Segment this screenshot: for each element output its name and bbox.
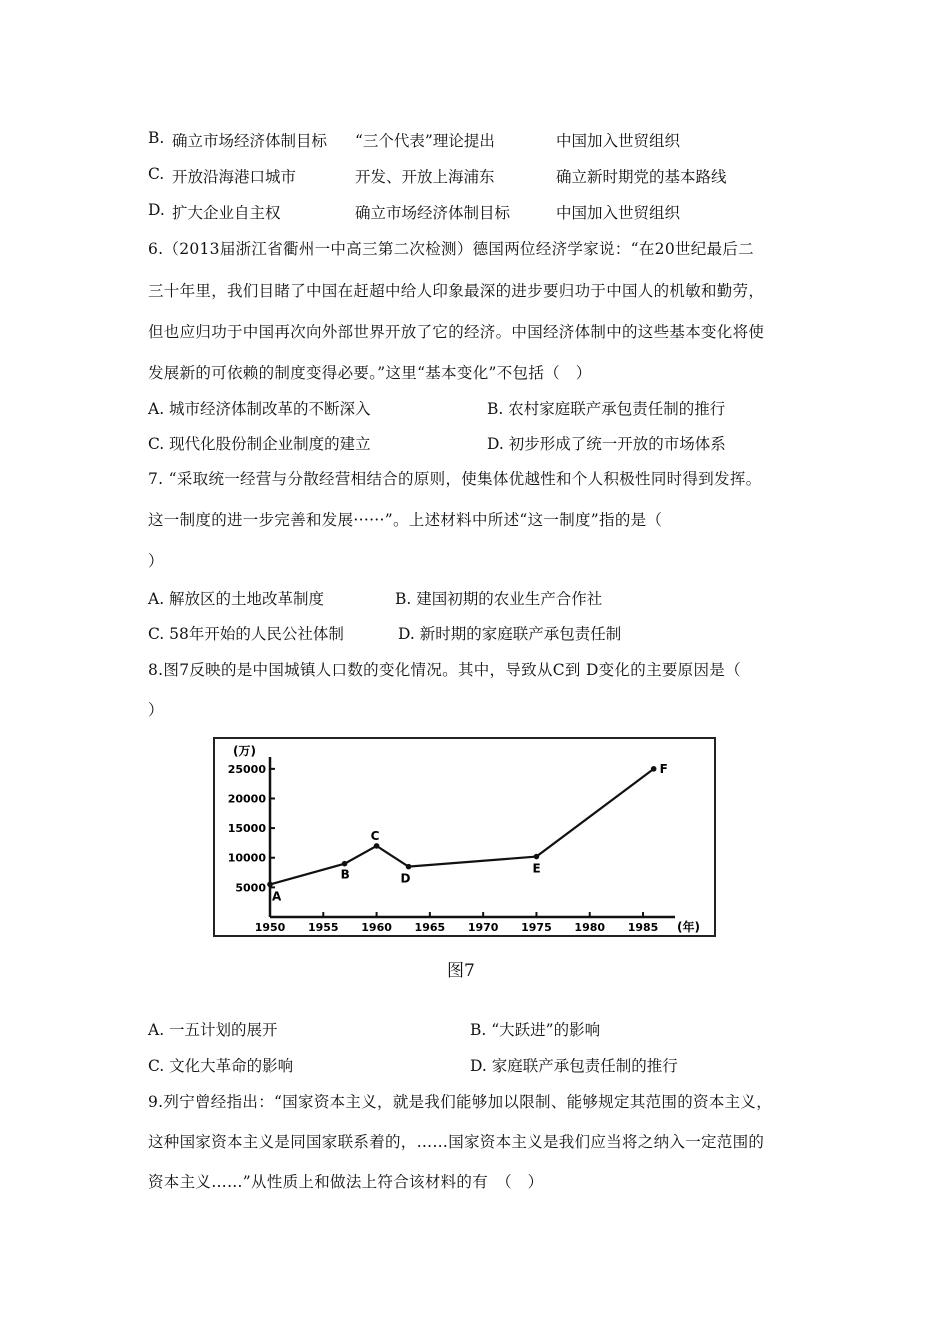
x-tick-label: 1960 — [361, 921, 392, 934]
x-tick-label: 1970 — [467, 921, 499, 934]
point-label-a: A — [272, 889, 282, 904]
point-label-e: E — [532, 861, 541, 876]
y-axis-label: (万) — [233, 744, 256, 758]
point-label-c: C — [370, 828, 380, 843]
q8-option-c: C. 文化大革命的影响 — [148, 1057, 294, 1075]
x-tick-label: 1975 — [521, 921, 552, 934]
x-tick-label: 1980 — [574, 921, 606, 934]
y-tick-label: 25000 — [227, 762, 266, 776]
data-point-a — [267, 882, 273, 888]
y-tick-label: 15000 — [227, 822, 266, 836]
x-axis-label: (年) — [677, 920, 700, 934]
q5-option-b-letter: B. — [148, 129, 165, 147]
point-label-f: F — [659, 761, 668, 776]
x-tick-label: 1985 — [627, 921, 659, 934]
data-point-c — [374, 843, 380, 849]
q5-option-b-col1: 确立市场经济体制目标 — [172, 132, 328, 150]
data-point-f — [651, 766, 657, 772]
y-tick-label: 10000 — [227, 851, 266, 865]
q6-stem-line-3: 但也应归功于中国再次向外部世界开放了它的经济。中国经济体制中的这些基本变化将使 — [148, 323, 765, 341]
q5-option-c-col3: 确立新时期党的基本路线 — [556, 168, 727, 186]
point-label-b: B — [340, 867, 350, 882]
q5-option-c-col1: 开放沿海港口城市 — [172, 168, 297, 186]
q8-stem-line-1: 8.图7反映的是中国城镇人口数的变化情况。其中，导致从C到 D变化的主要原因是（ — [148, 661, 741, 679]
q5-option-d-col1: 扩大企业自主权 — [172, 204, 281, 222]
q9-stem-line-3: 资本主义……”从性质上和做法上符合该材料的有 （ ） — [148, 1173, 544, 1191]
q5-option-b-col2: “三个代表”理论提出 — [355, 132, 495, 150]
x-tick-label: 1950 — [254, 921, 286, 934]
point-label-d: D — [400, 871, 411, 886]
q7-option-a: A. 解放区的土地改革制度 — [148, 590, 325, 608]
q6-stem-line-1: 6.（2013届浙江省衢州一中高三第二次检测）德国两位经济学家说：“在20世纪最后二 — [148, 240, 754, 258]
q7-stem-line-2: 这一制度的进一步完善和发展······”。上述材料中所述“这一制度”指的是（ — [148, 511, 663, 529]
q5-option-c-letter: C. — [148, 165, 165, 183]
q6-option-d: D. 初步形成了统一开放的市场体系 — [487, 435, 726, 453]
q7-option-b: B. 建国初期的农业生产合作社 — [395, 590, 603, 608]
q9-stem-line-2: 这种国家资本主义是同国家联系着的，……国家资本主义是我们应当将之纳入一定范围的 — [148, 1133, 765, 1151]
q5-option-c-col2: 开发、开放上海浦东 — [355, 168, 495, 186]
q8-option-d: D. 家庭联产承包责任制的推行 — [470, 1057, 678, 1075]
series-line — [270, 769, 654, 885]
q8-stem-line-2: ） — [148, 701, 164, 719]
q7-stem-line-1: 7. “采取统一经营与分散经营相结合的原则，使集体优越性和个人积极性同时得到发挥。 — [148, 470, 762, 488]
q6-option-b: B. 农村家庭联产承包责任制的推行 — [487, 400, 726, 418]
q5-option-d-col3: 中国加入世贸组织 — [556, 204, 681, 222]
y-tick-label: 5000 — [235, 881, 266, 895]
q6-stem-line-4: 发展新的可依赖的制度变得必要。”这里“基本变化”不包括（ ） — [148, 364, 592, 382]
figure-7-chart — [213, 737, 716, 937]
x-tick-label: 1965 — [414, 921, 446, 934]
q6-option-c: C. 现代化股份制企业制度的建立 — [148, 435, 371, 453]
y-tick-label: 20000 — [227, 792, 266, 806]
q5-option-b-col3: 中国加入世贸组织 — [556, 132, 681, 150]
chart-canvas — [215, 739, 714, 935]
q6-stem-line-2: 三十年里，我们目睹了中国在赶超中给人印象最深的进步要归功于中国人的机敏和勤劳， — [148, 282, 765, 300]
q7-option-d: D. 新时期的家庭联产承包责任制 — [398, 625, 622, 643]
q7-stem-line-3: ） — [148, 552, 164, 570]
x-tick-label: 1955 — [307, 921, 339, 934]
data-point-d — [406, 864, 412, 870]
data-point-b — [342, 861, 348, 867]
q9-stem-line-1: 9.列宁曾经指出：“国家资本主义，就是我们能够加以限制、能够规定其范围的资本主义， — [148, 1093, 773, 1111]
q7-option-c: C. 58年开始的人民公社体制 — [148, 625, 344, 643]
q8-option-b: B. “大跃进”的影响 — [470, 1021, 601, 1039]
data-point-e — [534, 854, 540, 860]
figure-caption: 图7 — [447, 961, 475, 981]
q5-option-d-col2: 确立市场经济体制目标 — [355, 204, 511, 222]
q5-option-d-letter: D. — [148, 201, 165, 219]
q8-option-a: A. 一五计划的展开 — [148, 1021, 278, 1039]
q6-option-a: A. 城市经济体制改革的不断深入 — [148, 400, 371, 418]
